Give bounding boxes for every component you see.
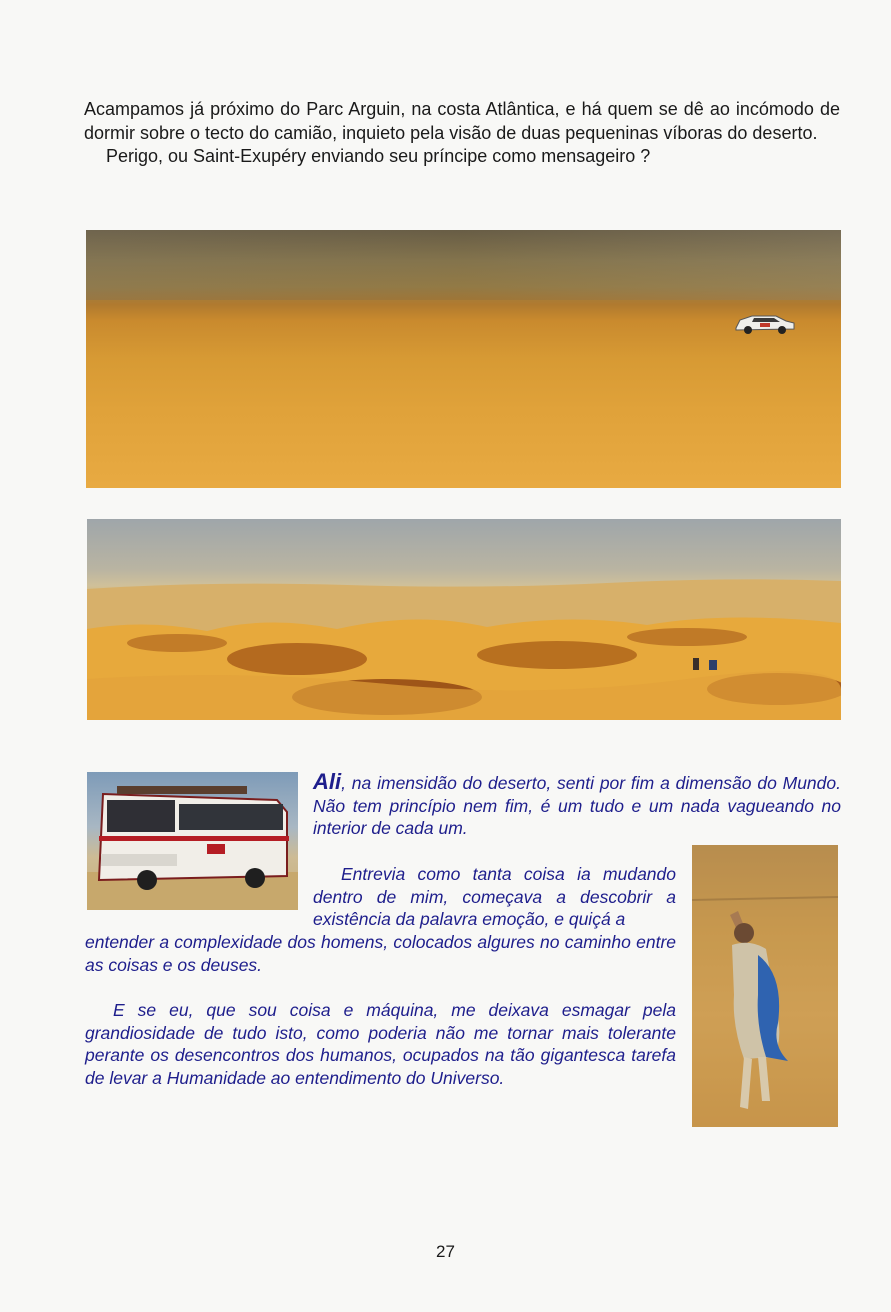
ali-lead: Ali [313, 769, 342, 794]
paragraph-entrevia-part1: Entrevia como tanta coisa ia mudando dentro de mim, começava a descobrir a existência da palavra emoção, e quiçá a [313, 864, 676, 930]
person-photo [692, 845, 838, 1127]
intro-paragraph-1: Acampamos já próximo do Parc Arguin, na costa Atlântica, e há quem se dê ao incómodo de dormir sobre o tecto do camião, inquieto pela visão de duas pequeninas víboras do deserto. [84, 99, 840, 143]
ali-rest: , na imensidão do deserto, senti por fim a dimensão do Mundo. Não tem princípio nem fim, é um tudo e um nada vagueando no interior de cada um. [313, 773, 841, 839]
bus-photo [87, 772, 298, 910]
page-number: 27 [436, 1242, 455, 1261]
bus-illustration [87, 772, 298, 910]
intro-text [84, 98, 840, 169]
intro-paragraph-2: Perigo, ou Saint-Exupéry enviando seu príncipe como mensageiro ? [106, 146, 651, 166]
dunes-photo [87, 519, 841, 720]
rally-car [732, 310, 798, 336]
paragraph-e-se: E se eu, que sou coisa e máquina, me deixava esmagar pela grandiosidade de tudo isto, como poderia não me tornar mais tolerante perante os desencontros dos humanos, ocupados na tão gigantesca tarefa de levar a Humanidade ao entendimento do Universo. [85, 1000, 676, 1088]
paragraph-entrevia-part2: entender a complexidade dos homens, colocados algures no caminho entre as coisas e os deuses. [85, 932, 676, 975]
paragraph-ali [313, 771, 841, 840]
dunes-illustration [87, 519, 841, 720]
desert-car-photo [86, 230, 841, 488]
person-illustration [692, 845, 838, 1127]
horizon-haze [86, 230, 841, 300]
